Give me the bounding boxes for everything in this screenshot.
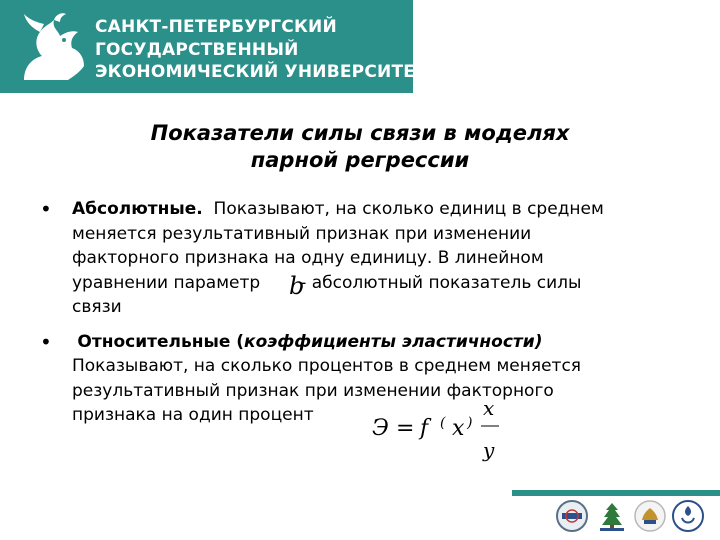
bullet-relative-lead-italic: коэффициенты эластичности)	[244, 331, 543, 352]
formula-paren-close: )	[467, 415, 473, 431]
elasticity-formula	[370, 397, 520, 467]
bullet-absolute-line-5: связи	[72, 297, 122, 317]
griffin-logo-icon	[14, 10, 94, 86]
bullet-absolute-line-1	[72, 197, 680, 222]
bullet-relative-line-4: признака на один процент	[72, 405, 314, 425]
university-name	[95, 16, 427, 84]
formula-lhs: Э	[372, 416, 389, 441]
bullet-relative-line-3: результативный признак при изменении факторного	[72, 380, 554, 401]
bullet-absolute-line-2: меняется результативный признак при изменении	[72, 223, 532, 244]
bullet-dot: •	[40, 197, 52, 221]
bullet-dot: •	[40, 329, 52, 354]
slide-title	[110, 120, 610, 174]
university-name-line-3: ЭКОНОМИЧЕСКИЙ УНИВЕРСИТЕТ	[95, 62, 427, 82]
footer-accent-line	[512, 490, 720, 496]
formula-paren-open: (	[440, 415, 446, 431]
university-name-line-1: САНКТ-ПЕТЕРБУРГСКИЙ	[95, 17, 337, 37]
emblem-logo-2-icon	[596, 500, 628, 532]
bullet-relative	[40, 330, 680, 428]
formula-denominator: y	[483, 438, 495, 462]
emblem-logo-1-icon	[556, 500, 588, 532]
bullet-absolute-lead: Абсолютные.	[72, 199, 203, 219]
bullet-absolute-text-d2: - абсолютный показатель силы	[300, 272, 582, 293]
university-header-banner	[0, 0, 427, 93]
bullet-absolute-text-d1: уравнении параметр	[72, 272, 261, 293]
formula-x: x	[452, 416, 465, 441]
slide-title-line-2: парной регрессии	[250, 148, 470, 172]
bullet-relative-lead: Относительные (	[77, 331, 245, 352]
bullet-absolute-line-3: факторного признака на одну единицу. В линейном	[72, 248, 544, 268]
emblem-logo-4-icon	[672, 500, 704, 532]
bullet-relative-line-2: Показывают, на сколько процентов в среднем меняется	[72, 356, 582, 376]
formula-numerator: x	[483, 397, 495, 420]
slide-body	[40, 197, 680, 428]
slide-title-line-1: Показатели силы связи в моделях	[150, 121, 570, 145]
formula-eq: =	[396, 416, 415, 441]
university-name-line-2: ГОСУДАРСТВЕННЫЙ	[95, 39, 299, 60]
bullet-absolute	[40, 197, 680, 320]
bullet-absolute-text-a: Показывают, на сколько единиц в среднем	[213, 199, 604, 219]
bullet-relative-line-1	[72, 330, 680, 355]
emblem-logo-3-icon	[634, 500, 666, 532]
bullet-absolute-line-4	[72, 271, 680, 296]
formula-param-b: b	[289, 272, 305, 300]
formula-f: f	[420, 416, 429, 441]
